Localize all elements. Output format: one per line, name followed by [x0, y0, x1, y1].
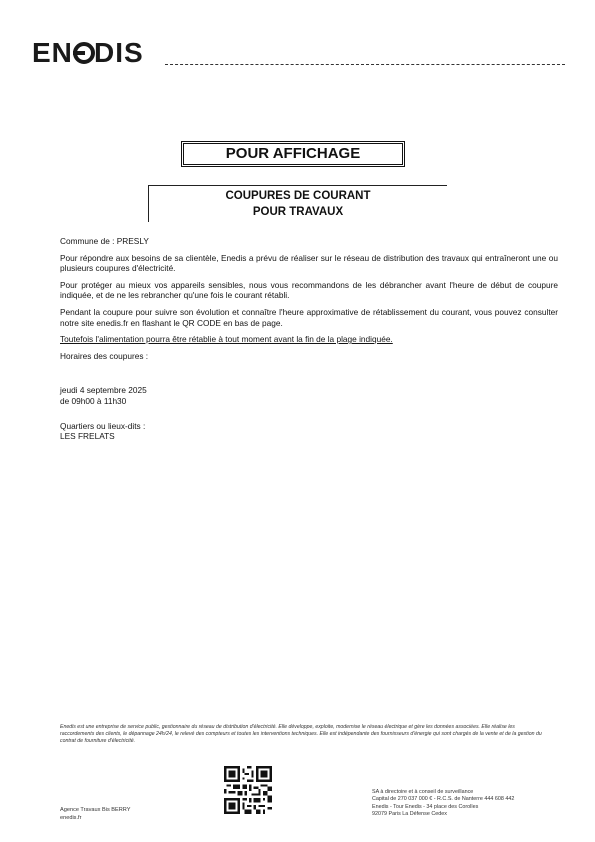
paragraph-1: Pour répondre aux besoins de sa clientèle, Enedis a prévu de réaliser sur le réseau de distribution des travaux qui entraîneront une ou plusieurs coupures d'électricité. — [60, 252, 558, 274]
coupure-time: de 09h00 à 11h30 — [60, 395, 127, 406]
agency-info — [60, 806, 130, 822]
enedis-logo-icon — [32, 38, 160, 68]
paragraph-2: Pour protéger au mieux vos appareils sensibles, nous vous recommandons de les débrancher avant l'heure de début de coupure indiquée, et de ne les rebrancher qu'une fois le courant rétabli. — [60, 279, 558, 301]
svg-text:EN: EN — [32, 38, 73, 68]
qr-code[interactable] — [224, 766, 272, 814]
coupure-date: jeudi 4 septembre 2025 — [60, 385, 147, 396]
quartier-value: LES FRELATS — [60, 431, 115, 442]
svg-text:DIS: DIS — [94, 38, 144, 68]
qr-code-icon — [224, 766, 272, 814]
company-line-3: Enedis - Tour Enedis - 34 place des Corolles — [372, 803, 479, 810]
company-line-2: Capital de 270 037 000 € - R.C.S. de Nanterre 444 608 442 — [372, 796, 515, 803]
legal-notice: Enedis est une entreprise de service public, gestionnaire du réseau de distribution d'électricité. Elle développe, exploite, modernise le réseau électrique et gère les données associées. Elle réalise les raccordements des clients, le dépannage 24h/24, le relevé des compteurs et toutes les interventions techniques. Elle est indépendante des fournisseurs d'énergie qui sont chargés de la vente et de la gestion du contrat de fourniture d'électricité. — [60, 724, 542, 744]
header-divider — [165, 64, 565, 65]
company-line-1: SA à directoire et à conseil de surveillance — [372, 789, 474, 795]
company-line-4: 92079 Paris La Défense Cedex — [372, 811, 447, 818]
company-info — [372, 789, 547, 819]
quartiers-label: Quartiers ou lieux-dits : — [60, 420, 146, 431]
pour-affichage-title: POUR AFFICHAGE — [181, 141, 405, 167]
subtitle-line-1: COUPURES DE COURANT — [225, 190, 371, 202]
enedis-logo — [32, 38, 160, 68]
notice-subtitle — [148, 185, 447, 222]
horaires-label: Horaires des coupures : — [60, 350, 149, 361]
commune-line: Commune de : PRESLY — [60, 236, 149, 246]
paragraph-4: Toutefois l'alimentation pourra être rétablie à tout moment avant la fin de la plage indiquée. — [60, 334, 393, 345]
subtitle-line-2: POUR TRAVAUX — [252, 206, 344, 218]
paragraph-3: Pendant la coupure pour suivre son évolution et connaître l'heure approximative de rétablissement du courant, vous pouvez consulter notre site enedis.fr en flashant le QR CODE en bas de page. — [60, 306, 558, 328]
agency-name: Agence Travaux Bis BERRY — [60, 807, 131, 813]
website-link[interactable]: enedis.fr — [60, 815, 82, 821]
notice-body — [60, 236, 558, 442]
